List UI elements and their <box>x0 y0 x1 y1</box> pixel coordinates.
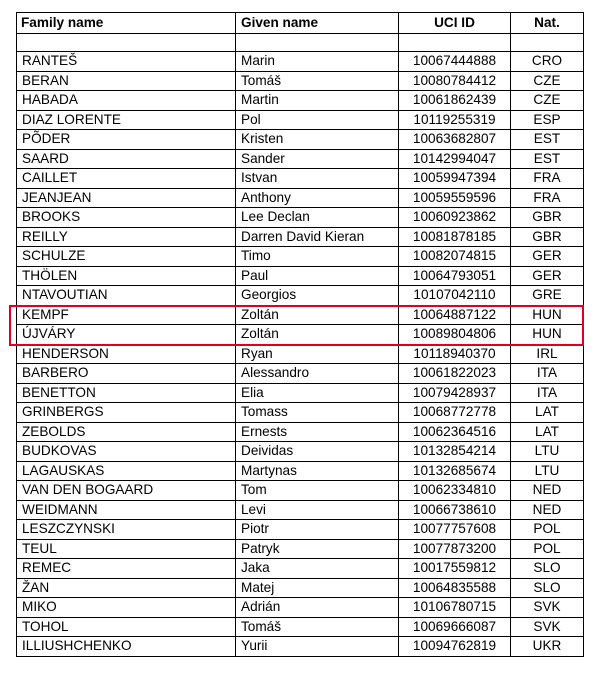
given-name-cell: Deividas <box>236 442 399 462</box>
given-name-cell: Kristen <box>236 130 399 150</box>
given-name-cell: Istvan <box>236 169 399 189</box>
given-name-cell: Patryk <box>236 539 399 559</box>
table-row <box>17 71 584 91</box>
nationality-cell: FRA <box>511 188 584 208</box>
family-name-cell: THÖLEN <box>17 266 236 286</box>
family-name-cell: ILLIUSHCHENKO <box>17 637 236 657</box>
blank-row <box>17 34 584 52</box>
header-family-name: Family name <box>17 13 236 34</box>
uci-id-cell: 10064887122 <box>399 305 511 325</box>
nationality-cell: SLO <box>511 578 584 598</box>
table-row <box>17 208 584 228</box>
given-name-cell: Martynas <box>236 461 399 481</box>
given-name-cell: Elia <box>236 383 399 403</box>
uci-id-cell: 10064793051 <box>399 266 511 286</box>
table-row <box>17 578 584 598</box>
table-row <box>17 403 584 423</box>
uci-id-cell: 10106780715 <box>399 598 511 618</box>
given-name-cell: Zoltán <box>236 325 399 345</box>
uci-id-cell: 10132685674 <box>399 461 511 481</box>
nationality-cell: NED <box>511 500 584 520</box>
family-name-cell: ŽAN <box>17 578 236 598</box>
family-name-cell: BROOKS <box>17 208 236 228</box>
uci-id-cell: 10107042110 <box>399 286 511 306</box>
table-row <box>17 637 584 657</box>
uci-id-cell: 10061822023 <box>399 364 511 384</box>
family-name-cell: BARBERO <box>17 364 236 384</box>
family-name-cell: DIAZ LORENTE <box>17 110 236 130</box>
uci-id-cell: 10064835588 <box>399 578 511 598</box>
uci-id-cell: 10069666087 <box>399 617 511 637</box>
nationality-cell: GRE <box>511 286 584 306</box>
table-row <box>17 559 584 579</box>
family-name-cell: TEUL <box>17 539 236 559</box>
nationality-cell: GBR <box>511 208 584 228</box>
given-name-cell: Ernests <box>236 422 399 442</box>
uci-id-cell: 10118940370 <box>399 344 511 364</box>
given-name-cell: Timo <box>236 247 399 267</box>
given-name-cell: Tomáš <box>236 617 399 637</box>
given-name-cell: Lee Declan <box>236 208 399 228</box>
nationality-cell: FRA <box>511 169 584 189</box>
nationality-cell: POL <box>511 520 584 540</box>
nationality-cell: ITA <box>511 364 584 384</box>
uci-id-cell: 10082074815 <box>399 247 511 267</box>
table-row <box>17 383 584 403</box>
uci-id-cell: 10132854214 <box>399 442 511 462</box>
nationality-cell: LTU <box>511 442 584 462</box>
nationality-cell: GBR <box>511 227 584 247</box>
family-name-cell: WEIDMANN <box>17 500 236 520</box>
given-name-cell: Georgios <box>236 286 399 306</box>
family-name-cell: HABADA <box>17 91 236 111</box>
nationality-cell: EST <box>511 130 584 150</box>
family-name-cell: REMEC <box>17 559 236 579</box>
table-row <box>17 520 584 540</box>
family-name-cell: PÕDER <box>17 130 236 150</box>
table-row <box>17 598 584 618</box>
table-row <box>17 247 584 267</box>
family-name-cell: ÚJVÁRY <box>17 325 236 345</box>
given-name-cell: Martin <box>236 91 399 111</box>
uci-id-cell: 10067444888 <box>399 52 511 72</box>
table-row <box>17 500 584 520</box>
uci-id-cell: 10094762819 <box>399 637 511 657</box>
table-row <box>17 442 584 462</box>
table-row <box>17 325 584 345</box>
nationality-cell: POL <box>511 539 584 559</box>
given-name-cell: Alessandro <box>236 364 399 384</box>
uci-id-cell: 10062334810 <box>399 481 511 501</box>
given-name-cell: Anthony <box>236 188 399 208</box>
uci-id-cell: 10059559596 <box>399 188 511 208</box>
table-row <box>17 286 584 306</box>
family-name-cell: GRINBERGS <box>17 403 236 423</box>
nationality-cell: HUN <box>511 325 584 345</box>
given-name-cell: Piotr <box>236 520 399 540</box>
table-row <box>17 169 584 189</box>
given-name-cell: Levi <box>236 500 399 520</box>
uci-id-cell: 10142994047 <box>399 149 511 169</box>
blank-cell <box>17 34 236 52</box>
family-name-cell: CAILLET <box>17 169 236 189</box>
uci-id-cell: 10060923862 <box>399 208 511 228</box>
uci-id-cell: 10066738610 <box>399 500 511 520</box>
uci-id-cell: 10077757608 <box>399 520 511 540</box>
table-row <box>17 149 584 169</box>
family-name-cell: KEMPF <box>17 305 236 325</box>
family-name-cell: VAN DEN BOGAARD <box>17 481 236 501</box>
uci-id-cell: 10119255319 <box>399 110 511 130</box>
family-name-cell: MIKO <box>17 598 236 618</box>
given-name-cell: Pol <box>236 110 399 130</box>
nationality-cell: SVK <box>511 598 584 618</box>
nationality-cell: LAT <box>511 422 584 442</box>
given-name-cell: Darren David Kieran <box>236 227 399 247</box>
table-row <box>17 364 584 384</box>
nationality-cell: ITA <box>511 383 584 403</box>
family-name-cell: ZEBOLDS <box>17 422 236 442</box>
table-row <box>17 188 584 208</box>
family-name-cell: HENDERSON <box>17 344 236 364</box>
nationality-cell: NED <box>511 481 584 501</box>
family-name-cell: SAARD <box>17 149 236 169</box>
uci-id-cell: 10080784412 <box>399 71 511 91</box>
given-name-cell: Paul <box>236 266 399 286</box>
given-name-cell: Marin <box>236 52 399 72</box>
uci-id-cell: 10063682807 <box>399 130 511 150</box>
given-name-cell: Yurii <box>236 637 399 657</box>
riders-table <box>16 12 584 657</box>
header-given-name: Given name <box>236 13 399 34</box>
family-name-cell: NTAVOUTIAN <box>17 286 236 306</box>
uci-id-cell: 10017559812 <box>399 559 511 579</box>
given-name-cell: Adrián <box>236 598 399 618</box>
nationality-cell: ESP <box>511 110 584 130</box>
family-name-cell: REILLY <box>17 227 236 247</box>
riders-table-container <box>16 12 583 657</box>
table-row <box>17 539 584 559</box>
table-row <box>17 422 584 442</box>
nationality-cell: SVK <box>511 617 584 637</box>
nationality-cell: CZE <box>511 91 584 111</box>
family-name-cell: LAGAUSKAS <box>17 461 236 481</box>
given-name-cell: Jaka <box>236 559 399 579</box>
blank-cell <box>236 34 399 52</box>
table-row <box>17 266 584 286</box>
uci-id-cell: 10061862439 <box>399 91 511 111</box>
uci-id-cell: 10059947394 <box>399 169 511 189</box>
family-name-cell: TOHOL <box>17 617 236 637</box>
nationality-cell: CZE <box>511 71 584 91</box>
family-name-cell: BERAN <box>17 71 236 91</box>
nationality-cell: GER <box>511 247 584 267</box>
table-row <box>17 617 584 637</box>
family-name-cell: RANTEŠ <box>17 52 236 72</box>
table-row <box>17 305 584 325</box>
nationality-cell: LAT <box>511 403 584 423</box>
blank-cell <box>511 34 584 52</box>
nationality-cell: EST <box>511 149 584 169</box>
nationality-cell: UKR <box>511 637 584 657</box>
nationality-cell: SLO <box>511 559 584 579</box>
given-name-cell: Tom <box>236 481 399 501</box>
nationality-cell: LTU <box>511 461 584 481</box>
table-row <box>17 227 584 247</box>
blank-cell <box>399 34 511 52</box>
family-name-cell: LESZCZYNSKI <box>17 520 236 540</box>
nationality-cell: IRL <box>511 344 584 364</box>
header-nationality: Nat. <box>511 13 584 34</box>
given-name-cell: Tomáš <box>236 71 399 91</box>
given-name-cell: Tomass <box>236 403 399 423</box>
table-row <box>17 91 584 111</box>
nationality-cell: CRO <box>511 52 584 72</box>
given-name-cell: Ryan <box>236 344 399 364</box>
family-name-cell: JEANJEAN <box>17 188 236 208</box>
table-row <box>17 52 584 72</box>
family-name-cell: BENETTON <box>17 383 236 403</box>
table-row <box>17 344 584 364</box>
table-body <box>17 34 584 657</box>
family-name-cell: BUDKOVAS <box>17 442 236 462</box>
uci-id-cell: 10079428937 <box>399 383 511 403</box>
uci-id-cell: 10089804806 <box>399 325 511 345</box>
uci-id-cell: 10077873200 <box>399 539 511 559</box>
table-row <box>17 130 584 150</box>
uci-id-cell: 10081878185 <box>399 227 511 247</box>
given-name-cell: Matej <box>236 578 399 598</box>
given-name-cell: Sander <box>236 149 399 169</box>
nationality-cell: GER <box>511 266 584 286</box>
nationality-cell: HUN <box>511 305 584 325</box>
family-name-cell: SCHULZE <box>17 247 236 267</box>
table-header-row <box>17 13 584 34</box>
table-row <box>17 110 584 130</box>
table-row <box>17 481 584 501</box>
header-uci-id: UCI ID <box>399 13 511 34</box>
uci-id-cell: 10062364516 <box>399 422 511 442</box>
table-row <box>17 461 584 481</box>
uci-id-cell: 10068772778 <box>399 403 511 423</box>
given-name-cell: Zoltán <box>236 305 399 325</box>
